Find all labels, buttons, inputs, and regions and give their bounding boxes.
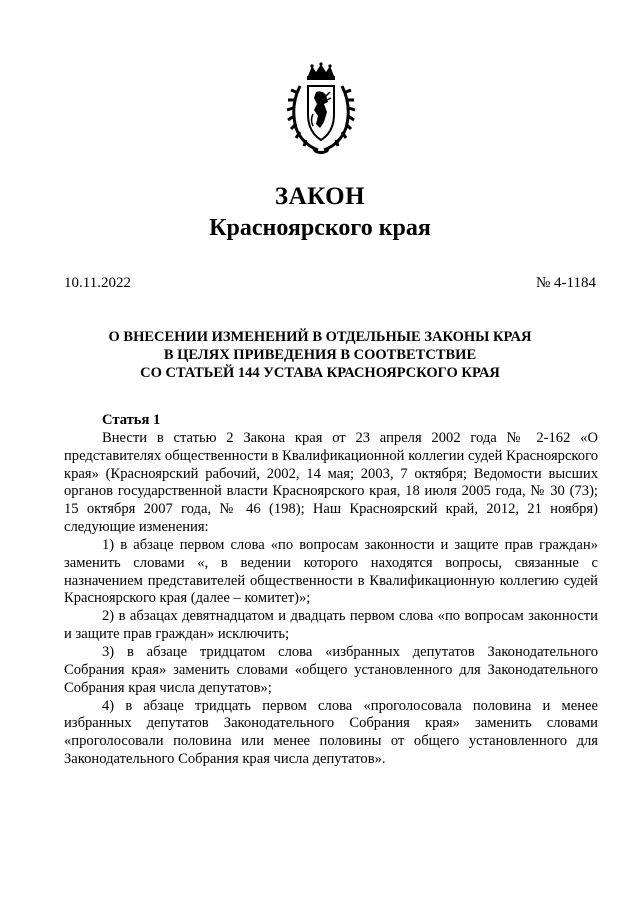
law-heading-line: О ВНЕСЕНИИ ИЗМЕНЕНИЙ В ОТДЕЛЬНЫЕ ЗАКОНЫ КРАЯ <box>108 329 532 345</box>
document-number: № 4-1184 <box>536 275 596 291</box>
article-paragraph: 3) в абзаце тридцатом слова «избранных депутатов Законодательного Собрания края» заменить словами «общего установленного для Законодательного Собрания края числа депутатов»; <box>64 643 598 696</box>
law-heading-line: СО СТАТЬЕЙ 144 УСТАВА КРАСНОЯРСКОГО КРАЯ <box>140 365 500 381</box>
article-paragraph: Внести в статью 2 Закона края от 23 апреля 2002 года № 2-162 «О представителях общественности в Квалификационной коллегии судей Красноярского края» (Красноярский рабочий, 2002, 14 мая; 2003, 7 октября; Ведомости высших органов государственной власти Красноярского края, 18 июля 2005 года, № 30 (73); 15 октября 2007 года, № 46 (198); Наш Красноярский край, 2012, 21 ноября) следующие изменения: <box>64 429 598 536</box>
coat-of-arms-icon <box>286 62 356 156</box>
article-paragraph: 2) в абзацах девятнадцатом и двадцать первом слова «по вопросам законности и защите прав граждан» исключить; <box>64 608 598 643</box>
article-paragraph: 1) в абзаце первом слова «по вопросам законности и защите прав граждан» заменить словами «, в ведении которого находятся вопросы, связанные с назначением представителей общественности в Квалификационную коллегию судей Красноярского края (далее – комитет)»; <box>64 536 598 607</box>
coat-of-arms-emblem <box>286 62 356 156</box>
document-date: 10.11.2022 <box>64 275 131 291</box>
law-heading-line: В ЦЕЛЯХ ПРИВЕДЕНИЯ В СООТВЕТСТВИЕ <box>163 347 477 363</box>
document-subtitle: Красноярского края <box>209 215 431 241</box>
document-title: ЗАКОН <box>274 183 366 210</box>
document-body <box>64 412 598 769</box>
law-heading <box>0 328 640 382</box>
article-title: Статья 1 <box>102 412 161 428</box>
article-paragraph: 4) в абзаце тридцать первом слова «проголосовала половина и менее избранных депутатов Законодательного Собрания края» заменить словами «проголосовали половина или менее половины от общего установленного для Законодательного Собрания края числа депутатов». <box>64 697 598 768</box>
